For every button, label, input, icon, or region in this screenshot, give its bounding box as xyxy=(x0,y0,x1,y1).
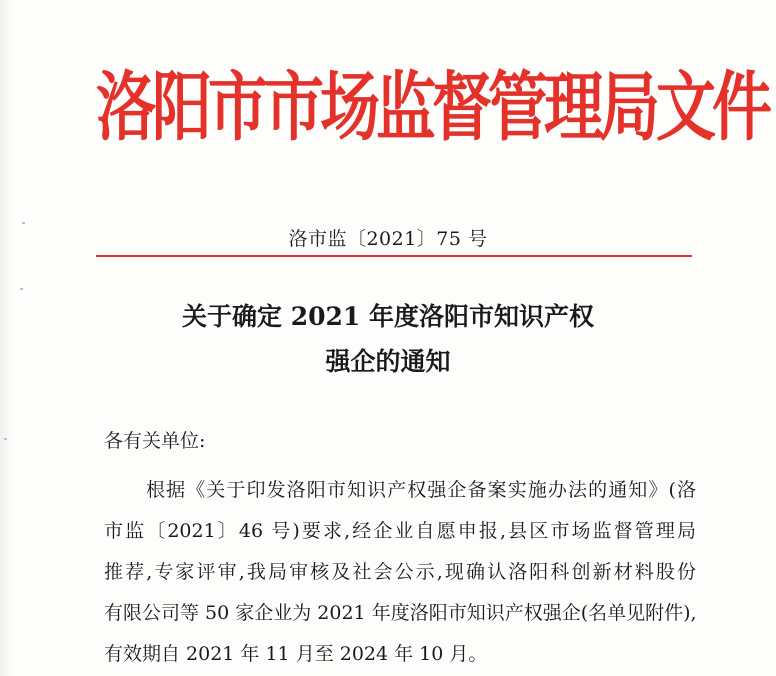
document-number: 洛市监〔2021〕75 号 xyxy=(288,228,488,250)
red-header-title: 洛阳市市场监督管理局文件 xyxy=(96,64,768,152)
document-title-line-1: 关于确定 2021 年度洛阳市知识产权 xyxy=(182,302,594,331)
scan-edge-shadow xyxy=(0,0,14,676)
body-line-5: 有效期自 2021 年 11 月至 2024 年 10 月。 xyxy=(104,643,488,665)
scan-speck xyxy=(22,222,25,224)
body-line-1: 根据《关于印发洛阳市知识产权强企备案实施办法的通知》(洛 xyxy=(146,479,696,501)
document-title-line-2: 强企的通知 xyxy=(325,347,451,376)
scan-speck xyxy=(20,288,23,290)
body-line-3: 推荐,专家评审,我局审核及社会公示,现确认洛阳科创新材料股份 xyxy=(104,561,696,583)
red-separator-line xyxy=(96,255,692,257)
salutation: 各有关单位: xyxy=(104,430,206,452)
body-line-2: 市监〔2021〕46 号)要求,经企业自愿申报,县区市场监督管理局 xyxy=(104,520,696,542)
body-line-4: 有限公司等 50 家企业为 2021 年度洛阳市知识产权强企(名单见附件), xyxy=(104,602,697,624)
scan-speck xyxy=(4,438,7,440)
